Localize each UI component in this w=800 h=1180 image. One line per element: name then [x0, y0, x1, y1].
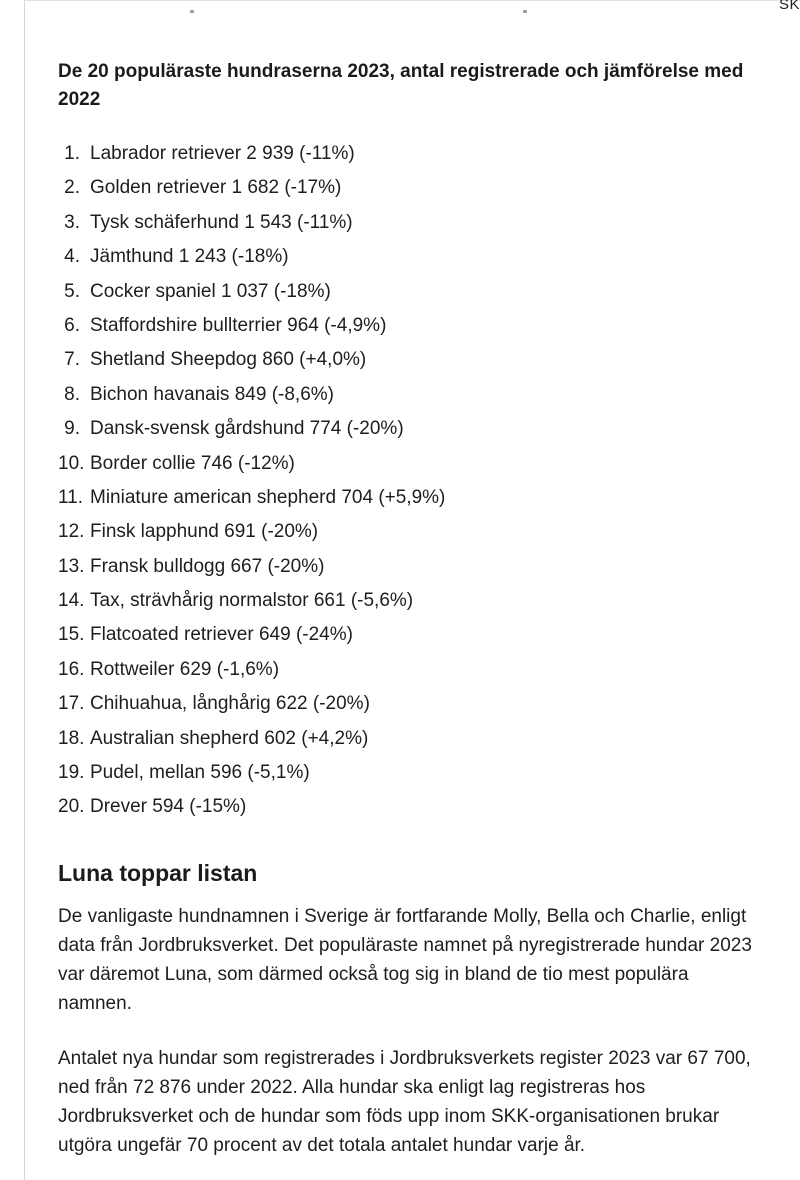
list-item-text: Jämthund 1 243 (-18%) — [90, 246, 289, 268]
list-item-number: 17. — [58, 693, 85, 715]
list-item-number: 8. — [64, 383, 80, 405]
list-item-number: 16. — [58, 658, 85, 680]
list-item-number: 9. — [64, 418, 80, 440]
list-item-text: Tysk schäferhund 1 543 (-11%) — [90, 211, 353, 233]
list-item — [58, 349, 758, 383]
list-item-text: Cocker spaniel 1 037 (-18%) — [90, 280, 331, 302]
list-item-text: Drever 594 (-15%) — [90, 796, 247, 818]
list-item — [58, 796, 758, 830]
list-item-text: Shetland Sheepdog 860 (+4,0%) — [90, 349, 367, 371]
list-item — [58, 659, 758, 693]
list-item-number: 4. — [64, 246, 80, 268]
list-item — [58, 521, 758, 555]
list-item-text: Chihuahua, långhårig 622 (-20%) — [90, 693, 370, 715]
corner-label: SK — [778, 0, 800, 13]
list-item — [58, 590, 758, 624]
list-item-number: 2. — [64, 177, 80, 199]
list-item-number: 12. — [58, 521, 85, 543]
list-heading: De 20 populäraste hundraserna 2023, antal registrerade och jämförelse med 2022 — [58, 61, 744, 110]
list-item — [58, 693, 758, 727]
breed-list — [58, 143, 758, 831]
list-item-number: 13. — [58, 555, 85, 577]
list-item — [58, 315, 758, 349]
list-item — [58, 281, 758, 315]
list-item-number: 1. — [64, 143, 80, 164]
list-item-text: Golden retriever 1 682 (-17%) — [90, 177, 342, 199]
list-item-text: Flatcoated retriever 649 (-24%) — [90, 624, 353, 646]
paragraph-names: De vanligaste hundnamnen i Sverige är fortfarande Molly, Bella och Charlie, enligt data från Jordbruksverket. Det populäraste namnet på nyregistrerade hundar 2023 var däremot Luna, som därmed också tog sig in bland de tio mest populära namnen. — [58, 905, 752, 1014]
list-item-text: Pudel, mellan 596 (-5,1%) — [90, 762, 310, 784]
list-item-text: Staffordshire bullterrier 964 (-4,9%) — [90, 314, 387, 336]
article-content — [58, 58, 758, 1160]
list-item — [58, 246, 758, 280]
list-item — [58, 624, 758, 658]
list-item-number: 11. — [58, 486, 84, 508]
list-item-number: 15. — [58, 624, 85, 646]
list-item-text: Bichon havanais 849 (-8,6%) — [90, 383, 334, 405]
list-item — [58, 212, 758, 246]
scroll-artifact — [190, 10, 530, 18]
list-item — [58, 453, 758, 487]
list-item — [58, 556, 758, 590]
list-item — [58, 177, 758, 211]
list-item — [58, 384, 758, 418]
list-item — [58, 487, 758, 521]
list-item-text: Labrador retriever 2 939 (-11%) — [90, 143, 355, 164]
list-item — [58, 728, 758, 762]
list-item-text: Miniature american shepherd 704 (+5,9%) — [90, 486, 446, 508]
list-item — [58, 418, 758, 452]
list-item-number: 10. — [58, 452, 85, 474]
list-item-number: 14. — [58, 590, 85, 612]
list-item-text: Dansk-svensk gårdshund 774 (-20%) — [90, 418, 404, 440]
list-item-number: 19. — [58, 762, 85, 784]
list-item-text: Fransk bulldogg 667 (-20%) — [90, 555, 325, 577]
list-item-text: Australian shepherd 602 (+4,2%) — [90, 727, 369, 749]
list-item — [58, 762, 758, 796]
list-item-text: Rottweiler 629 (-1,6%) — [90, 658, 280, 680]
section-heading: Luna toppar listan — [58, 859, 258, 886]
list-item-number: 7. — [64, 349, 80, 371]
list-item-number: 3. — [64, 211, 80, 233]
list-item-text: Tax, strävhårig normalstor 661 (-5,6%) — [90, 590, 414, 612]
list-item-text: Border collie 746 (-12%) — [90, 452, 295, 474]
list-item-text: Finsk lapphund 691 (-20%) — [90, 521, 319, 543]
list-item-number: 20. — [58, 796, 85, 818]
list-item — [58, 143, 758, 177]
paragraph-registrations: Antalet nya hundar som registrerades i Jordbruksverkets register 2023 var 67 700, ned från 72 876 under 2022. Alla hundar ska enligt lag registreras hos Jordbruksverket och de hundar som föds upp inom SKK-organisationen brukar utgöra ungefär 70 procent av det totala antalet hundar varje år. — [58, 1047, 751, 1156]
list-item-number: 18. — [58, 727, 85, 749]
list-item-number: 5. — [64, 280, 80, 302]
list-item-number: 6. — [64, 314, 80, 336]
